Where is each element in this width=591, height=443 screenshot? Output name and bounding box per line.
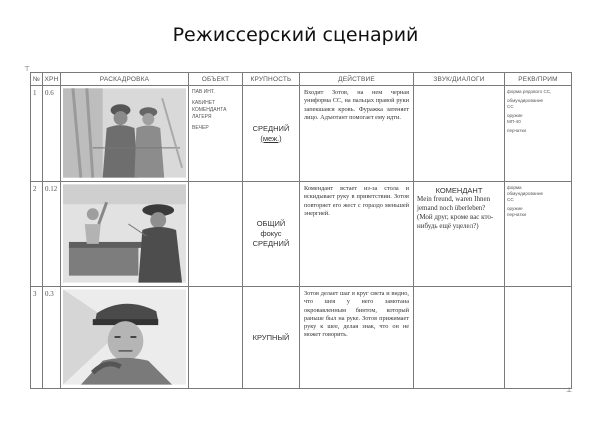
props-cell	[505, 287, 572, 389]
header-props-notes: РЕКВ/ПРИМ	[505, 73, 572, 86]
props-line: перчатки	[507, 128, 527, 133]
shot-size: КРУПНЫЙ	[252, 332, 290, 342]
scene-number: 1	[31, 86, 43, 182]
scene-number: 3	[31, 287, 43, 389]
props-line: обмундирование	[507, 98, 544, 103]
scene-number: 2	[31, 182, 43, 287]
sound-cell	[414, 86, 505, 182]
table-row	[31, 182, 572, 287]
props-line: форма	[507, 185, 522, 190]
object-line: КАБИНЕТ КОМЕНДАНТА ЛАГЕРЯ	[192, 100, 227, 120]
table-row	[31, 86, 572, 182]
sound-cell	[414, 182, 505, 287]
sound-cell	[414, 287, 505, 389]
shot-size-note: (меж.)	[260, 133, 282, 143]
shot-size: СРЕДНИЙ	[252, 123, 290, 133]
shot-size-focus: фокус	[260, 229, 282, 238]
header-duration: ХРН	[43, 73, 61, 86]
action-text: Комендант встает из-за стола и вскидывает руку в приветствии. Зотов повторяет его жест с гораздо меньшей энергией.	[300, 182, 414, 287]
object-line: ПАВ ИНТ.	[192, 89, 215, 95]
props-cell	[505, 182, 572, 287]
storyboard-table	[30, 72, 572, 389]
page-title: Режиссерский сценарий	[172, 24, 419, 46]
props-line: оружие	[507, 113, 523, 118]
storyboard-frame	[61, 287, 189, 389]
shot-size-cell	[243, 182, 300, 287]
action-text: Входит Зотов, на нем черная униформа СС, на пальцах правой руки запекшаяся кровь. Фуражка затеняет лицо. Адъютант помогает ему идти.	[300, 86, 414, 182]
header-sound-dialogue: ЗВУК/ДИАЛОГИ	[414, 73, 505, 86]
shot-size-secondary: СРЕДНИЙ	[252, 239, 290, 248]
scene-duration: 0.12	[43, 182, 61, 287]
storyboard-frame	[61, 182, 189, 287]
shot-size: ОБЩИЙ	[256, 219, 286, 228]
object-cell	[189, 86, 243, 182]
shot-size-cell	[243, 287, 300, 389]
props-line: СС	[507, 104, 514, 109]
action-text: Зотов делает шаг в круг света и видно, что шея у него замотана окровавленным бинтом, который раньше был на руке. Зотов прижимает руку к шее, делая знак, что он не может говорить.	[300, 287, 414, 389]
storyboard-sketch-3	[63, 289, 186, 385]
object-cell	[189, 182, 243, 287]
scene-duration: 0.6	[43, 86, 61, 182]
props-line: форма рядового СС,	[507, 89, 552, 94]
storyboard-sketch-1	[63, 88, 186, 178]
header-action: ДЕЙСТВИЕ	[300, 73, 414, 86]
props-line: МП-40	[507, 119, 521, 124]
dialogue-line: Mein freund, waren Ihnen jemand noch überleben?	[417, 195, 491, 212]
props-line: обмундирование	[507, 191, 544, 196]
shot-size-cell	[243, 86, 300, 182]
dialogue-translation: (Мой друг, кроме вас кто-нибудь ещё уцелел?)	[417, 213, 494, 230]
table-row	[31, 287, 572, 389]
header-object: ОБЪЕКТ	[189, 73, 243, 86]
header-number: №	[31, 73, 43, 86]
corner-mark: ⊥	[566, 387, 573, 394]
header-shot-size: КРУПНОСТЬ	[243, 73, 300, 86]
object-cell	[189, 287, 243, 389]
dialogue-speaker: КОМЕНДАНТ	[435, 186, 483, 195]
props-line: перчатки	[507, 212, 527, 217]
storyboard-sketch-2	[63, 184, 186, 283]
header-storyboard: РАСКАДРОВКА	[61, 73, 189, 86]
props-line: СС	[507, 197, 514, 202]
props-line: оружие	[507, 206, 523, 211]
corner-mark: ⊤	[24, 66, 31, 73]
props-cell	[505, 86, 572, 182]
object-line: ВЕЧЕР	[192, 125, 209, 131]
scene-duration: 0.3	[43, 287, 61, 389]
storyboard-frame	[61, 86, 189, 182]
header-row	[31, 73, 572, 86]
